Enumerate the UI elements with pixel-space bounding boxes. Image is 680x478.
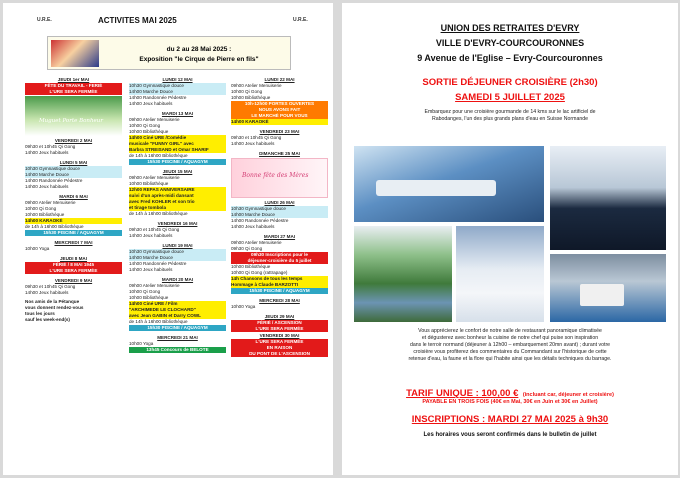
day-heading: DIMANCHE 25 MAI [259,151,300,156]
activity-line: 14h00 Jeux habituels [129,267,173,272]
activity-line: 15h30 PISCINE / AQUAGYM [25,230,122,236]
activity-line: Barbra STREISAND et Omar SHARIF [129,147,226,153]
intro-line-1: Embarquez pour une croisière gourmande de 14 kms sur le lac artificiel de [424,109,596,115]
activity-line: déjeuner-croisière du 5 juillet [231,258,328,264]
activity-line: 14h00 Ciné URE /Comédie [129,135,226,141]
activity-line: 14h00 Jeux habituels [25,184,69,189]
day-heading: MARDI 20 MAI [161,277,194,282]
day-heading: MARDI 27 MAI [263,234,296,239]
page-title: ACTIVITES MAI 2025 [98,16,177,25]
activity-line: FÉRIÉ / ASCENSION [231,320,328,326]
lily-of-the-valley-image [25,96,122,136]
day-heading: LUNDI 26 MAI [264,200,295,205]
activity-line: 09h30 et 10h45 Qi Gong [129,227,180,232]
activity-line: 14h Chansons de tous les temps [231,276,328,282]
org-abbrev-left: U.R.E. [37,17,52,23]
day-heading: VENDREDI 9 MAI [54,278,93,283]
activity-line: suivi d'un après-midi dansant [129,193,226,199]
activity-line: tous les jours [25,311,55,316]
day-heading: VENDREDI 2 MAI [54,138,93,143]
activity-line: 15h30 PISCINE / AQUAGYM [231,288,328,294]
restaurant-room-photo [456,226,544,322]
activity-line: 14h00 Marche Douce [129,89,226,95]
activities-column-1 [25,76,122,323]
activity-line: 10h00 Bibliothèque [129,181,169,186]
activity-line: Nos amis de la Pétanque [25,299,80,304]
activity-line: 09h00 Atelier Menuiserie [129,175,180,180]
day-heading: JEUDI 8 MAI [59,256,88,261]
day-heading: JEUDI 15 MAI [162,169,193,174]
activity-line: 14h00 Marche Douce [25,172,122,178]
activity-line: 10h00 Yoga [25,246,50,251]
activities-page [3,3,333,475]
activity-line: 09h00 Atelier Menuiserie [129,283,180,288]
day-heading: MERCREDI 21 MAI [157,335,198,340]
activity-line: 10h00 Qi Gong (rattrapage) [231,270,288,275]
day-heading: VENDREDI 30 MAI [259,333,300,338]
activity-line: EN RAISON [231,345,328,351]
activity-line: de 14h à 16h00 Bibliothèque [129,319,188,324]
activity-line: 14h00 Ciné URE / Film [129,301,226,307]
activity-line: 14h00 Jeux habituels [129,101,173,106]
day-heading: MARDI 6 MAI [59,194,88,199]
activity-line: 09h30 Qi Gong [231,246,263,251]
activity-line: 14h00 Marche Douce [129,255,226,261]
day-heading: VENDREDI 16 MAI [157,221,198,226]
day-heading: MERCREDI 7 MAI [54,240,93,245]
activity-line: 10h30 Gymnastique douce [25,166,122,172]
activity-line: de 14h à 16h00 Bibliothèque [25,224,84,229]
activity-line: 14h00 Jeux habituels [231,141,275,146]
org-city: VILLE D'EVRY-COURCOURONNES [435,38,585,48]
activity-line: DU PONT DE L'ASCENSION [231,351,328,357]
exposition-banner [47,36,291,70]
day-heading: LUNDI 22 MAI [264,77,295,82]
activity-line: 14h00 KARAOKÉ [25,218,122,224]
activity-line: L'URE SERA FERMÉE [25,268,122,274]
activity-line: 09h00 Atelier Menuiserie [231,83,282,88]
day-heading: MARDI 13 MAI [161,111,194,116]
day-heading: LUNDI 12 MAI [162,77,193,82]
outing-date: SAMEDI 5 JUILLET 2025 [455,92,565,103]
activity-line: L'URE SERA FERMÉE [231,339,328,345]
activity-line: musicale "FUNNY GIRL" avec [129,141,226,147]
activity-line: 15h30 PISCINE / AQUAGYM [129,159,226,165]
activity-line: 14h00 Jeux habituels [25,150,69,155]
activity-line: FÊTE DU TRAVAIL - FERIÉ [25,83,122,89]
exposition-photo [51,40,99,67]
cruise-photo-collage [354,146,666,323]
boat-on-lake-photo [550,254,666,322]
activity-line: 10h00 Bibliothèque [25,212,65,217]
activity-line: 10h00 Yoga [129,341,154,346]
activity-line: 15h30 PISCINE / AQUAGYM [129,325,226,331]
activity-line: de 14h à 16h00 Bibliothèque [129,153,188,158]
image-caption: Bonne fête des Mères [242,172,309,179]
activity-line: 13h45 Concours de BELOTE [129,347,226,353]
activity-line: 10h00 Qi Gong [129,289,161,294]
activity-line: 14h00 Randonnée Pédestre [231,218,289,223]
activity-line: NOUS AVONS FAIT [231,107,328,113]
activity-line: 10h00 Bibliothèque [129,295,169,300]
activity-line: sauf les week-end(s) [25,317,70,322]
day-heading: JEUDI 29 MAI [264,314,295,319]
activity-line: 09h30 et 10h45 Qi Gong [231,135,282,140]
activity-line: 14h00 Randonnée Pédestre [25,178,83,183]
activities-column-3 [231,76,328,357]
activity-line: 12h00 REPAS ANNIVERSAIRE [129,187,226,193]
cruise-flyer-page [342,3,678,475]
activity-line: Hommage à Claude BARZOTTI [231,282,328,288]
outing-description [348,328,672,363]
mothers-day-image [231,158,328,198]
activity-line: avec Fred KOHLER et son trio [129,199,226,205]
day-heading: LUNDI 5 MAI [59,160,88,165]
org-name: UNION DES RETRAITES D'EVRY [440,23,580,33]
footer-note: Les horaires vous seront confirmés dans le bulletin de juillet [423,432,597,438]
org-abbrev-right: U.R.E. [293,17,308,23]
activity-line: FÉRIÉ / 8 MAI 1945 [25,262,122,268]
activity-line: 10h-12h00 PORTES OUVERTES [231,101,328,107]
day-heading: MERCREDI 28 MAI [259,298,300,303]
activity-line: 14h00 Jeux habituels [25,290,69,295]
exposition-title: Exposition "le Cirque de Pierre en fils" [139,56,259,63]
captain-photo [550,146,666,250]
desc-line-2: et dégusterez avec bonheur la cuisine de notre chef qui puise son inspiration [421,335,599,341]
lake-aerial-photo [354,226,452,322]
activity-line: 09h00 Atelier Menuiserie [25,200,76,205]
desc-line-3: dans le terroir normand (déjeuner à 12h00 – embarquement 20mn avant) ; durant votre [409,342,611,348]
activity-line: 10h30 Gymnastique douce [129,83,226,89]
intro-line-2: Rabodanges, l'un des plus grands plans d'eau en Suisse Normande [432,116,588,122]
activity-line: LE MARCHÉ POUR VOUS [231,113,328,119]
desc-line-1: Vous apprécierez le confort de notre salle de restaurant panoramique climatisée [418,328,602,334]
activity-line: 14h00 Jeux habituels [231,224,275,229]
day-heading: VENDREDI 23 MAI [259,129,300,134]
activity-line: "ARCHIMEDE LE CLOCHARD" [129,307,226,313]
activity-line: 10h00 Bibliothèque [231,264,271,269]
activity-line: 09h30 Inscriptions pour le [231,252,328,258]
cruise-boat-photo [354,146,544,222]
price: TARIF UNIQUE : 100,00 € [406,388,519,399]
activity-line: 10h00 Yoga [231,304,256,309]
outing-title: SORTIE DÉJEUNER CROISIÈRE (2h30) [422,77,598,88]
activity-line: 10h00 Bibliothèque [129,129,169,134]
activity-line: 10h00 Bibliothèque [231,95,271,100]
activity-line: L'URE SERA FERMÉE [25,89,122,95]
activity-line: L'URE SERA FERMÉE [231,326,328,332]
activity-line: 14h00 Jeux habituels [129,233,173,238]
activities-column-2 [129,76,226,353]
activity-line: vous donnent rendez-vous [25,305,84,310]
registration-date: INSCRIPTIONS : MARDI 27 MAI 2025 à 9h30 [411,414,609,425]
activity-line: et tirage tombola [129,205,226,211]
outing-intro [352,109,668,123]
org-address: 9 Avenue de l'Eglise – Evry-Courcouronnes [417,53,603,63]
day-heading: LUNDI 19 MAI [162,243,193,248]
activity-line: 14h00 KARAOKÉ [231,119,328,125]
activity-line: 14h00 Randonnée Pédestre [129,261,187,266]
price-note: (incluant car, déjeuner et croisière) [522,392,614,398]
image-caption: Muguet Porte Bonheur [39,118,103,124]
activity-line: de 14h à 16h00 Bibliothèque [129,211,188,216]
activity-line: 09h00 Atelier Menuiserie [129,117,180,122]
activity-line: 14h00 Marche Douce [231,212,328,218]
exposition-dates: du 2 au 28 Mai 2025 : [166,46,232,53]
activity-line: 10h30 Gymnastique douce [129,249,226,255]
day-heading: JEUDI 1er MAI [57,77,90,82]
activity-line: 09h30 et 10h45 Qi Gong [25,284,76,289]
desc-line-5: retenue d'eau, la faune et la flore qui l'habite ainsi que les détails techniques du barrage. [408,356,612,362]
activity-line: 10h30 Gymnastique douce [231,206,328,212]
desc-line-4: croisière vous profiterez des commentaires du Commandant sur l'historique de cette [413,349,607,355]
payment-terms: PAYABLE EN TROIS FOIS (40€ en Mai, 30€ en Juin et 30€ en Juillet) [422,399,598,405]
activity-line: avec Jean GABIN et Darry COWL [129,313,226,319]
activity-line: 09h30 et 10h45 Qi Gong [25,144,76,149]
activity-line: 10h00 Qi Gong [129,123,161,128]
activity-line: 14h00 Randonnée Pédestre [129,95,187,100]
activity-line: 10h00 Qi Gong [231,89,263,94]
activity-line: 09h00 Atelier Menuiserie [231,240,282,245]
activity-line: 10h00 Qi Gong [25,206,57,211]
